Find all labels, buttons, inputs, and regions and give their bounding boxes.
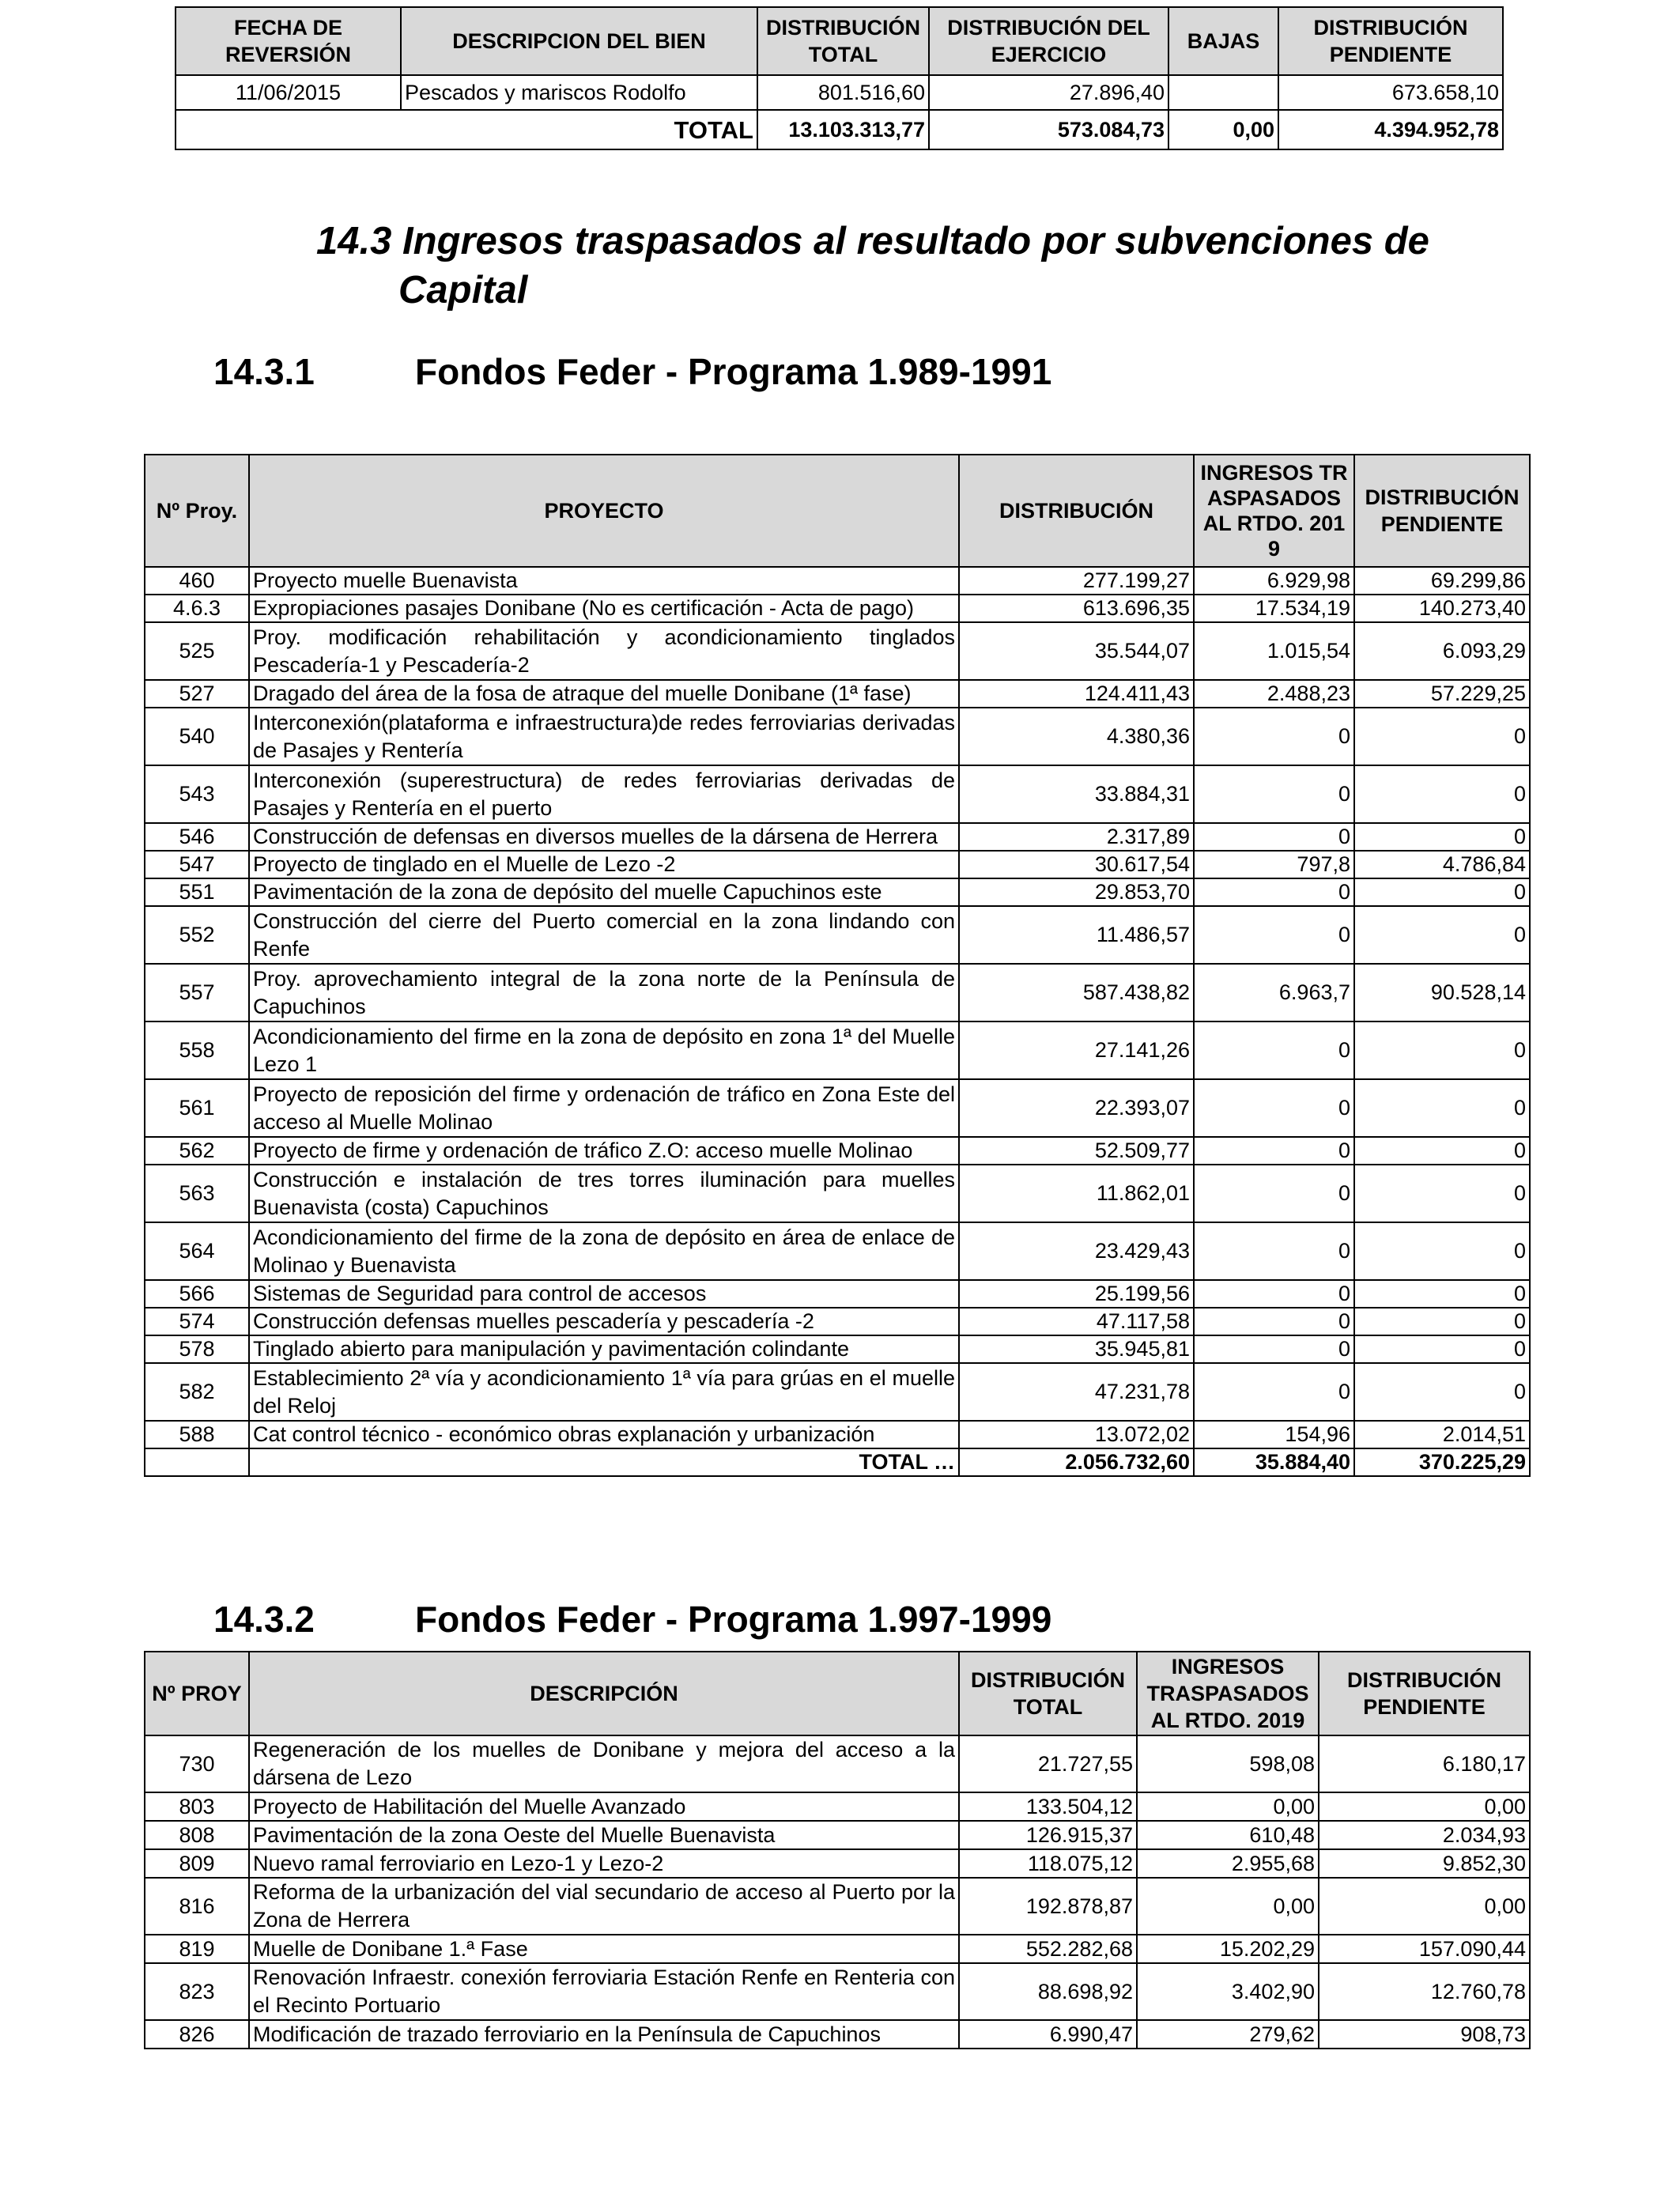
cell-ingresos: 17.534,19	[1194, 595, 1354, 622]
cell-pendiente: 140.273,40	[1354, 595, 1530, 622]
cell-pendiente: 0	[1354, 765, 1530, 823]
cell-distribucion: 6.990,47	[959, 2020, 1137, 2049]
table-row	[145, 765, 1530, 823]
cell-num-proy: 808	[145, 1821, 249, 1849]
cell-num-proy: 525	[145, 622, 249, 680]
cell-descripcion: Proy. modificación rehabilitación y acondicionamiento tinglados Pescadería-1 y Pescadería-2	[249, 622, 959, 680]
cell-descripcion: Cat control técnico - económico obras explanación y urbanización	[249, 1421, 959, 1448]
header-ingresos-traspasados: INGRESOS TRASPASADOS AL RTDO. 2019	[1194, 455, 1354, 567]
cell-ingresos: 610,48	[1137, 1821, 1319, 1849]
cell-descripcion: Pescados y mariscos Rodolfo	[401, 75, 757, 110]
total-distribucion: 2.056.732,60	[959, 1448, 1194, 1476]
cell-pendiente: 0	[1354, 1335, 1530, 1363]
cell-descripcion: Sistemas de Seguridad para control de accesos	[249, 1280, 959, 1308]
cell-ingresos: 1.015,54	[1194, 622, 1354, 680]
cell-descripcion: Construcción e instalación de tres torres iluminación para muelles Buenavista (costa) Capuchinos	[249, 1165, 959, 1222]
cell-distribucion: 33.884,31	[959, 765, 1194, 823]
cell-distribucion: 13.072,02	[959, 1421, 1194, 1448]
cell-descripcion: Construcción defensas muelles pescadería y pescadería -2	[249, 1308, 959, 1335]
cell-distribucion: 126.915,37	[959, 1821, 1137, 1849]
cell-descripcion: Proyecto de Habilitación del Muelle Avanzado	[249, 1792, 959, 1821]
cell-ingresos: 0	[1194, 1280, 1354, 1308]
header-distribucion-pendiente: DISTRIBUCIÓN PENDIENTE	[1319, 1652, 1530, 1735]
cell-pendiente: 0	[1354, 823, 1530, 851]
cell-pendiente: 0	[1354, 1363, 1530, 1421]
cell-pendiente: 0	[1354, 906, 1530, 964]
cell-num-proy: 562	[145, 1137, 249, 1165]
cell-ingresos: 598,08	[1137, 1735, 1319, 1792]
cell-num-proy: 561	[145, 1079, 249, 1137]
table-row	[145, 622, 1530, 680]
cell-ingresos: 0	[1194, 708, 1354, 765]
feder-1989-1991-table	[144, 454, 1531, 1477]
cell-pendiente: 2.014,51	[1354, 1421, 1530, 1448]
cell-descripcion: Interconexión (superestructura) de redes ferroviarias derivadas de Pasajes y Rentería en el puerto	[249, 765, 959, 823]
table-row	[145, 1735, 1530, 1792]
cell-pendiente: 57.229,25	[1354, 680, 1530, 708]
cell-descripcion: Proy. aprovechamiento integral de la zona norte de la Península de Capuchinos	[249, 964, 959, 1021]
cell-distribucion: 23.429,43	[959, 1222, 1194, 1280]
header-distribucion-ejercicio: DISTRIBUCIÓN DEL EJERCICIO	[929, 7, 1168, 75]
cell-ingresos: 0	[1194, 1363, 1354, 1421]
cell-ingresos: 6.929,98	[1194, 567, 1354, 595]
table-row	[145, 1335, 1530, 1363]
section-14-3-1-text: Fondos Feder - Programa 1.989-1991	[415, 351, 1052, 392]
cell-pendiente: 69.299,86	[1354, 567, 1530, 595]
header-bajas: BAJAS	[1168, 7, 1278, 75]
cell-descripcion: Acondicionamiento del firme en la zona de depósito en zona 1ª del Muelle Lezo 1	[249, 1021, 959, 1079]
table-row	[145, 1963, 1530, 2020]
section-14-3-2-text: Fondos Feder - Programa 1.997-1999	[415, 1599, 1052, 1640]
total-pendiente: 370.225,29	[1354, 1448, 1530, 1476]
table-row	[176, 75, 1503, 110]
cell-ingresos: 0	[1194, 1021, 1354, 1079]
cell-distribucion: 47.231,78	[959, 1363, 1194, 1421]
cell-num-proy: 588	[145, 1421, 249, 1448]
cell-distribucion: 552.282,68	[959, 1935, 1137, 1963]
table-row	[145, 1935, 1530, 1963]
section-14-3-1-number: 14.3.1	[213, 351, 315, 392]
cell-distribucion: 124.411,43	[959, 680, 1194, 708]
cell-pendiente: 0	[1354, 878, 1530, 906]
cell-pendiente: 0,00	[1319, 1792, 1530, 1821]
section-14-3-1-title	[213, 349, 1051, 394]
cell-ingresos: 279,62	[1137, 2020, 1319, 2049]
cell-descripcion: Proyecto de tinglado en el Muelle de Lezo -2	[249, 851, 959, 878]
cell-descripcion: Proyecto de reposición del firme y ordenación de tráfico en Zona Este del acceso al Muelle Molinao	[249, 1079, 959, 1137]
cell-descripcion: Acondicionamiento del firme de la zona de depósito en área de enlace de Molinao y Buenavista	[249, 1222, 959, 1280]
cell-num-proy: 826	[145, 2020, 249, 2049]
cell-num-proy: 558	[145, 1021, 249, 1079]
cell-descripcion: Expropiaciones pasajes Donibane (No es certificación - Acta de pago)	[249, 595, 959, 622]
cell-distribucion: 88.698,92	[959, 1963, 1137, 2020]
cell-distribucion: 27.141,26	[959, 1021, 1194, 1079]
total-row	[176, 110, 1503, 149]
cell-pendiente: 0	[1354, 1280, 1530, 1308]
header-distribucion-total: DISTRIBUCIÓN TOTAL	[959, 1652, 1137, 1735]
cell-distribucion: 11.486,57	[959, 906, 1194, 964]
table-row	[145, 1792, 1530, 1821]
cell-ingresos: 2.488,23	[1194, 680, 1354, 708]
cell-distribucion: 25.199,56	[959, 1280, 1194, 1308]
reversion-table	[175, 6, 1504, 150]
cell-descripcion: Reforma de la urbanización del vial secundario de acceso al Puerto por la Zona de Herrera	[249, 1878, 959, 1935]
cell-pendiente: 0,00	[1319, 1878, 1530, 1935]
table-row	[145, 1021, 1530, 1079]
cell-descripcion: Pavimentación de la zona Oeste del Muelle Buenavista	[249, 1821, 959, 1849]
cell-descripcion: Muelle de Donibane 1.ª Fase	[249, 1935, 959, 1963]
cell-num-proy: 4.6.3	[145, 595, 249, 622]
cell-ingresos: 0	[1194, 765, 1354, 823]
table-row	[145, 878, 1530, 906]
header-num-proy: Nº Proy.	[145, 455, 249, 567]
header-fecha-reversion: FECHA DE REVERSIÓN	[176, 7, 401, 75]
total-ingresos: 35.884,40	[1194, 1448, 1354, 1476]
cell-num-proy: 460	[145, 567, 249, 595]
cell-num-proy: 578	[145, 1335, 249, 1363]
cell-num-proy: 552	[145, 906, 249, 964]
cell-distribucion: 277.199,27	[959, 567, 1194, 595]
cell-pendiente: 90.528,14	[1354, 964, 1530, 1021]
cell-distribucion: 35.544,07	[959, 622, 1194, 680]
cell-num-proy: 819	[145, 1935, 249, 1963]
total-empty-cell	[145, 1448, 249, 1476]
cell-pendiente: 0	[1354, 1165, 1530, 1222]
cell-pendiente: 12.760,78	[1319, 1963, 1530, 2020]
total-label: TOTAL	[176, 110, 757, 149]
cell-distribucion-ejercicio: 27.896,40	[929, 75, 1168, 110]
cell-distribucion: 52.509,77	[959, 1137, 1194, 1165]
table-row	[145, 851, 1530, 878]
cell-num-proy: 809	[145, 1849, 249, 1878]
cell-descripcion: Pavimentación de la zona de depósito del muelle Capuchinos este	[249, 878, 959, 906]
cell-ingresos: 2.955,68	[1137, 1849, 1319, 1878]
header-distribucion: DISTRIBUCIÓN	[959, 455, 1194, 567]
cell-ingresos: 0	[1194, 823, 1354, 851]
cell-num-proy: 823	[145, 1963, 249, 2020]
total-pendiente: 4.394.952,78	[1278, 110, 1503, 149]
cell-ingresos: 0	[1194, 1165, 1354, 1222]
cell-distribucion: 22.393,07	[959, 1079, 1194, 1137]
cell-num-proy: 557	[145, 964, 249, 1021]
cell-num-proy: 547	[145, 851, 249, 878]
cell-descripcion: Establecimiento 2ª vía y acondicionamiento 1ª vía para grúas en el muelle del Reloj	[249, 1363, 959, 1421]
table-row	[145, 964, 1530, 1021]
table-row	[145, 1363, 1530, 1421]
table-row	[145, 1878, 1530, 1935]
cell-distribucion: 118.075,12	[959, 1849, 1137, 1878]
table-row	[145, 1137, 1530, 1165]
table-row	[145, 1421, 1530, 1448]
cell-ingresos: 0,00	[1137, 1792, 1319, 1821]
cell-descripcion: Modificación de trazado ferroviario en la Península de Capuchinos	[249, 2020, 959, 2049]
cell-distribucion: 133.504,12	[959, 1792, 1137, 1821]
header-descripcion: DESCRIPCIÓN	[249, 1652, 959, 1735]
section-14-3-title-line2: Capital	[398, 269, 528, 312]
table-row	[145, 1222, 1530, 1280]
cell-ingresos: 154,96	[1194, 1421, 1354, 1448]
cell-pendiente: 0	[1354, 1308, 1530, 1335]
cell-distribucion: 47.117,58	[959, 1308, 1194, 1335]
cell-num-proy: 563	[145, 1165, 249, 1222]
cell-distribucion: 35.945,81	[959, 1335, 1194, 1363]
cell-distribucion: 587.438,82	[959, 964, 1194, 1021]
section-14-3-2-number: 14.3.2	[213, 1599, 315, 1640]
cell-pendiente: 157.090,44	[1319, 1935, 1530, 1963]
cell-pendiente: 0	[1354, 1079, 1530, 1137]
cell-descripcion: Regeneración de los muelles de Donibane y mejora del acceso a la dársena de Lezo	[249, 1735, 959, 1792]
section-14-3-2-title	[213, 1597, 1051, 1641]
cell-ingresos: 0	[1194, 878, 1354, 906]
cell-num-proy: 564	[145, 1222, 249, 1280]
cell-distribucion: 613.696,35	[959, 595, 1194, 622]
section-14-3-title	[316, 217, 1502, 315]
cell-pendiente: 0	[1354, 1137, 1530, 1165]
cell-distribucion-total: 801.516,60	[757, 75, 929, 110]
total-distribucion-ejercicio: 573.084,73	[929, 110, 1168, 149]
table-row	[145, 906, 1530, 964]
header-distribucion-total: DISTRIBUCIÓN TOTAL	[757, 7, 929, 75]
cell-distribucion: 192.878,87	[959, 1878, 1137, 1935]
table-row	[145, 823, 1530, 851]
cell-distribucion: 30.617,54	[959, 851, 1194, 878]
cell-num-proy: 543	[145, 765, 249, 823]
cell-num-proy: 566	[145, 1280, 249, 1308]
cell-ingresos: 0,00	[1137, 1878, 1319, 1935]
cell-pendiente: 9.852,30	[1319, 1849, 1530, 1878]
cell-ingresos: 0	[1194, 1222, 1354, 1280]
cell-distribucion: 11.862,01	[959, 1165, 1194, 1222]
table-row	[145, 1849, 1530, 1878]
cell-num-proy: 730	[145, 1735, 249, 1792]
section-14-3-title-line1: 14.3 Ingresos traspasados al resultado por subvenciones de	[316, 220, 1429, 262]
total-bajas: 0,00	[1168, 110, 1278, 149]
cell-ingresos: 0	[1194, 1335, 1354, 1363]
cell-distribucion: 4.380,36	[959, 708, 1194, 765]
header-num-proy: Nº PROY	[145, 1652, 249, 1735]
cell-pendiente: 2.034,93	[1319, 1821, 1530, 1849]
cell-ingresos: 3.402,90	[1137, 1963, 1319, 2020]
cell-ingresos: 0	[1194, 1308, 1354, 1335]
cell-ingresos: 0	[1194, 1079, 1354, 1137]
total-label: TOTAL …	[249, 1448, 959, 1476]
cell-descripcion: Construcción de defensas en diversos muelles de la dársena de Herrera	[249, 823, 959, 851]
cell-descripcion: Tinglado abierto para manipulación y pavimentación colindante	[249, 1335, 959, 1363]
header-ingresos-traspasados: INGRESOS TRASPASADOS AL RTDO. 2019	[1137, 1652, 1319, 1735]
cell-pendiente: 673.658,10	[1278, 75, 1503, 110]
cell-distribucion: 2.317,89	[959, 823, 1194, 851]
cell-pendiente: 6.180,17	[1319, 1735, 1530, 1792]
table-row	[145, 567, 1530, 595]
cell-ingresos: 6.963,7	[1194, 964, 1354, 1021]
cell-descripcion: Construcción del cierre del Puerto comercial en la zona lindando con Renfe	[249, 906, 959, 964]
table-row	[145, 708, 1530, 765]
cell-descripcion: Nuevo ramal ferroviario en Lezo-1 y Lezo-2	[249, 1849, 959, 1878]
cell-bajas	[1168, 75, 1278, 110]
feder-1997-1999-table	[144, 1651, 1531, 2049]
header-proyecto: PROYECTO	[249, 455, 959, 567]
cell-distribucion: 21.727,55	[959, 1735, 1137, 1792]
cell-num-proy: 540	[145, 708, 249, 765]
cell-pendiente: 0	[1354, 708, 1530, 765]
cell-descripcion: Dragado del área de la fosa de atraque del muelle Donibane (1ª fase)	[249, 680, 959, 708]
table-row	[145, 680, 1530, 708]
header-descripcion-bien: DESCRIPCION DEL BIEN	[401, 7, 757, 75]
cell-fecha: 11/06/2015	[176, 75, 401, 110]
cell-ingresos: 0	[1194, 1137, 1354, 1165]
cell-pendiente: 0	[1354, 1222, 1530, 1280]
cell-num-proy: 582	[145, 1363, 249, 1421]
header-distribucion-pendiente: DISTRIBUCIÓN PENDIENTE	[1278, 7, 1503, 75]
total-distribucion-total: 13.103.313,77	[757, 110, 929, 149]
cell-num-proy: 551	[145, 878, 249, 906]
cell-pendiente: 0	[1354, 1021, 1530, 1079]
cell-ingresos: 797,8	[1194, 851, 1354, 878]
cell-distribucion: 29.853,70	[959, 878, 1194, 906]
cell-ingresos: 15.202,29	[1137, 1935, 1319, 1963]
cell-descripcion: Proyecto de firme y ordenación de tráfico Z.O: acceso muelle Molinao	[249, 1137, 959, 1165]
table-row	[145, 1079, 1530, 1137]
table-row	[145, 1280, 1530, 1308]
cell-num-proy: 546	[145, 823, 249, 851]
cell-num-proy: 574	[145, 1308, 249, 1335]
header-distribucion-pendiente: DISTRIBUCIÓN PENDIENTE	[1354, 455, 1530, 567]
cell-num-proy: 527	[145, 680, 249, 708]
cell-pendiente: 6.093,29	[1354, 622, 1530, 680]
cell-descripcion: Proyecto muelle Buenavista	[249, 567, 959, 595]
total-row	[145, 1448, 1530, 1476]
cell-descripcion: Interconexión(plataforma e infraestructura)de redes ferroviarias derivadas de Pasajes y Rentería	[249, 708, 959, 765]
table-row	[145, 595, 1530, 622]
cell-ingresos: 0	[1194, 906, 1354, 964]
cell-pendiente: 4.786,84	[1354, 851, 1530, 878]
cell-pendiente: 908,73	[1319, 2020, 1530, 2049]
table-row	[145, 2020, 1530, 2049]
table-row	[145, 1308, 1530, 1335]
cell-num-proy: 816	[145, 1878, 249, 1935]
cell-num-proy: 803	[145, 1792, 249, 1821]
table-row	[145, 1821, 1530, 1849]
cell-descripcion: Renovación Infraestr. conexión ferroviaria Estación Renfe en Renteria con el Recinto Portuario	[249, 1963, 959, 2020]
table-row	[145, 1165, 1530, 1222]
